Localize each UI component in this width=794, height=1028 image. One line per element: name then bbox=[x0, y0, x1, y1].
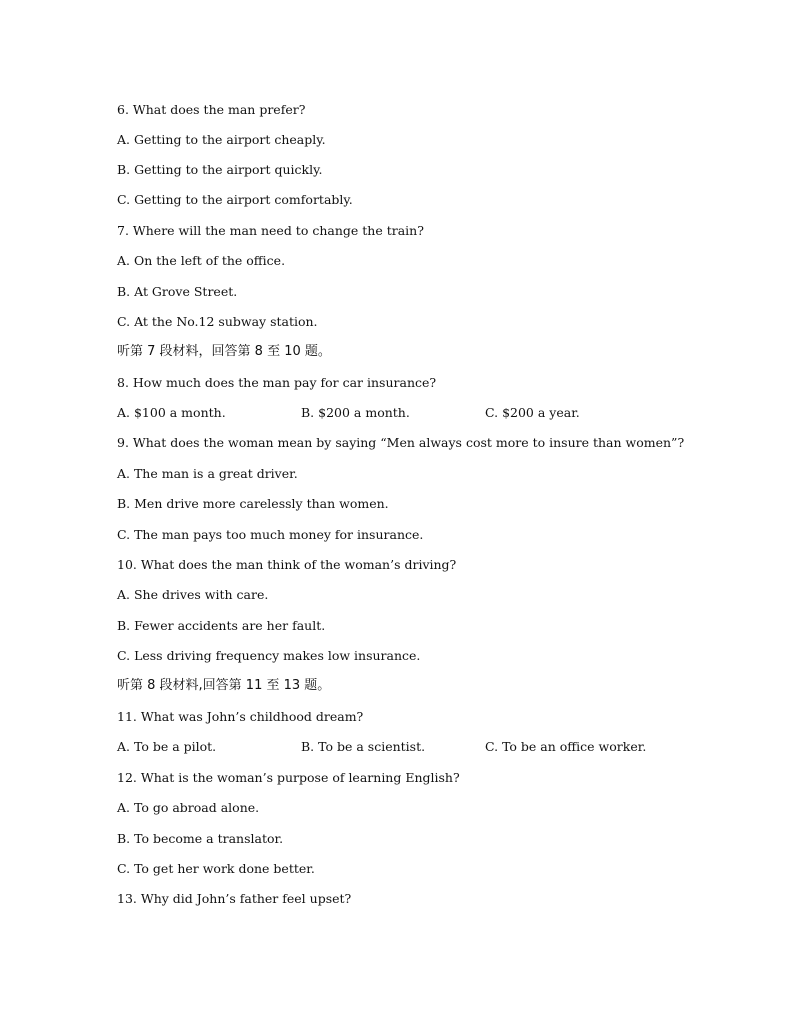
q12-option-b: B. To become a translator. bbox=[117, 831, 284, 846]
question-11: 11. What was John’s childhood dream? bbox=[117, 709, 364, 724]
q10-option-b: B. Fewer accidents are her fault. bbox=[117, 618, 326, 633]
q6-option-c: C. Getting to the airport comfortably. bbox=[117, 192, 353, 207]
question-6: 6. What does the man prefer? bbox=[117, 102, 306, 117]
q11-options-row bbox=[117, 739, 717, 755]
q8-option-c: C. $200 a year. bbox=[485, 405, 580, 420]
question-10: 10. What does the man think of the woman’s driving? bbox=[117, 557, 457, 572]
q7-option-c: C. At the No.12 subway station. bbox=[117, 314, 318, 329]
section-7-heading: 听第 7 段材料，回答第 8 至 10 题。 bbox=[117, 344, 331, 359]
q9-option-c: C. The man pays too much money for insurance. bbox=[117, 527, 424, 542]
question-8: 8. How much does the man pay for car insurance? bbox=[117, 375, 437, 390]
q11-option-c: C. To be an office worker. bbox=[485, 739, 647, 754]
q7-option-b: B. At Grove Street. bbox=[117, 284, 238, 299]
q6-option-b: B. Getting to the airport quickly. bbox=[117, 162, 323, 177]
q10-option-a: A. She drives with care. bbox=[117, 587, 269, 602]
question-9: 9. What does the woman mean by saying “Men always cost more to insure than women”? bbox=[117, 435, 685, 450]
question-7: 7. Where will the man need to change the train? bbox=[117, 223, 424, 238]
q11-option-b: B. To be a scientist. bbox=[301, 739, 426, 754]
question-12: 12. What is the woman’s purpose of learning English? bbox=[117, 770, 460, 785]
q8-option-b: B. $200 a month. bbox=[301, 405, 410, 420]
q9-option-a: A. The man is a great driver. bbox=[117, 466, 298, 481]
q7-option-a: A. On the left of the office. bbox=[117, 253, 286, 268]
question-13: 13. Why did John’s father feel upset? bbox=[117, 891, 352, 906]
q8-option-a: A. $100 a month. bbox=[117, 405, 226, 420]
q11-option-a: A. To be a pilot. bbox=[117, 739, 217, 754]
section-8-heading: 听第 8 段材料,回答第 11 至 13 题。 bbox=[117, 678, 331, 693]
q8-options-row bbox=[117, 405, 717, 421]
q6-option-a: A. Getting to the airport cheaply. bbox=[117, 132, 326, 147]
q9-option-b: B. Men drive more carelessly than women. bbox=[117, 496, 389, 511]
q12-option-a: A. To go abroad alone. bbox=[117, 800, 260, 815]
q10-option-c: C. Less driving frequency makes low insurance. bbox=[117, 648, 421, 663]
q12-option-c: C. To get her work done better. bbox=[117, 861, 315, 876]
